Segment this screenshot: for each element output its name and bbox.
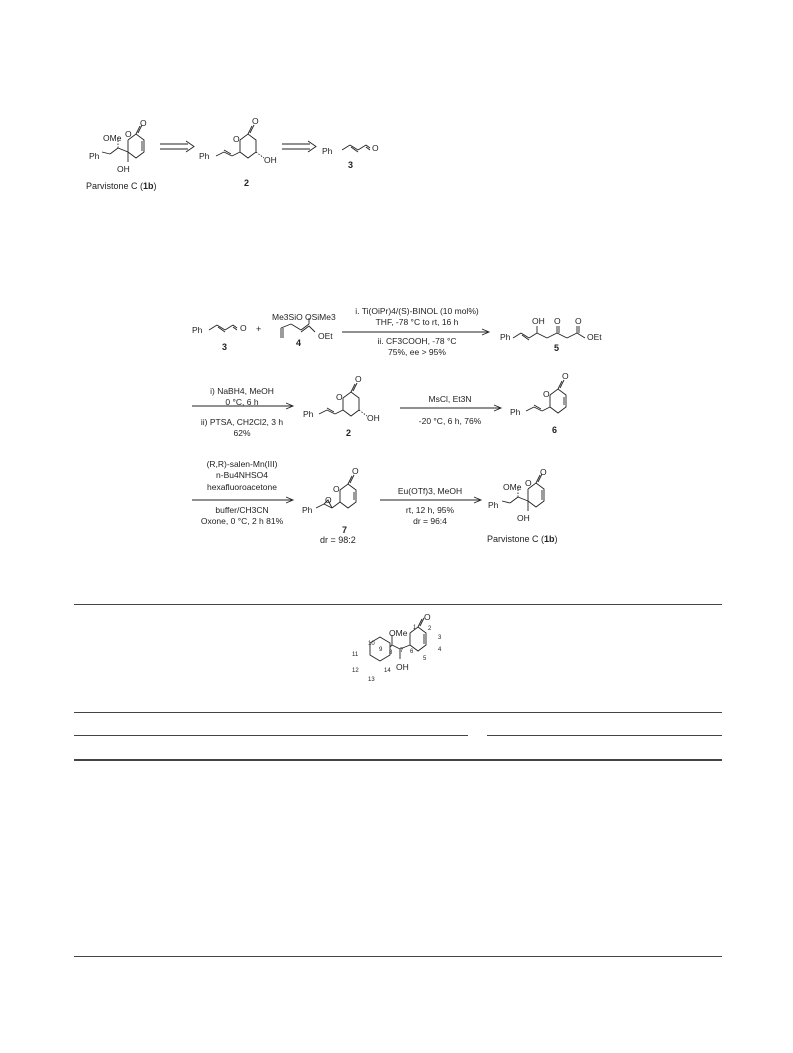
num-14: 14 xyxy=(384,668,391,674)
p6-ph: Ph xyxy=(510,407,521,417)
p5-oet: OEt xyxy=(587,332,602,342)
num-7: 7 xyxy=(400,648,404,654)
r4-me3sio: Me3SiO xyxy=(272,312,303,322)
p5-o2: O xyxy=(575,316,582,326)
prod-oh: OH xyxy=(517,513,530,523)
p7-carbonyl-o: O xyxy=(352,466,359,476)
step3-arrow xyxy=(400,404,504,412)
p5-ph: Ph xyxy=(500,332,511,342)
c2-label: 2 xyxy=(244,178,250,188)
c2b-carbonyl-o: O xyxy=(355,374,362,384)
num-9: 9 xyxy=(379,647,383,653)
step1-conditions-bottom: ii. CF3COOH, -78 °C 75%, ee > 95% xyxy=(377,336,457,358)
p7-o-ring: O xyxy=(333,484,340,494)
table-subheader-rule-left xyxy=(74,735,468,736)
prod-ph: Ph xyxy=(488,500,499,510)
step4-arrow xyxy=(192,496,296,504)
sm3-label: 3 xyxy=(222,342,228,352)
step5-conditions-bottom: rt, 12 h, 95% dr = 96:4 xyxy=(405,505,455,527)
final-product-label: Parvistone C (1b) xyxy=(487,534,558,544)
retro-ph: Ph xyxy=(89,151,100,161)
retro-o-ring: O xyxy=(125,129,132,139)
step5-arrow xyxy=(380,496,484,504)
p7-label: 7 xyxy=(342,525,348,535)
retro-arrow-2 xyxy=(282,141,318,153)
num-10: 10 xyxy=(368,641,375,647)
retro-arrow-1 xyxy=(160,141,196,153)
compound-3-structure xyxy=(330,140,390,160)
num-13: 13 xyxy=(368,677,375,683)
compound-2-structure xyxy=(200,120,290,175)
num-8: 8 xyxy=(389,650,393,656)
num-1: 1 xyxy=(413,625,417,631)
num-12: 12 xyxy=(352,668,359,674)
r4-oet: OEt xyxy=(318,331,333,341)
step1-conditions-top: i. Ti(OiPr)4/(S)-BINOL (10 mol%) THF, -78 °C to rt, 16 h xyxy=(355,306,479,328)
step3-conditions-top: MsCl, Et3N xyxy=(428,394,472,404)
prod-o-ring: O xyxy=(525,478,532,488)
step4-conditions-top: (R,R)-salen-Mn(III) n-Bu4NHSO4 hexafluoroacetone xyxy=(206,459,278,492)
num-4: 4 xyxy=(438,647,442,653)
numbered-structure-drawing xyxy=(350,612,460,685)
p5-oh: OH xyxy=(532,316,545,326)
retro-oh: OH xyxy=(117,164,130,174)
num-oh: OH xyxy=(396,662,409,672)
c2b-oh: OH xyxy=(367,413,380,423)
table-body-rule xyxy=(74,759,722,761)
c2-ph: Ph xyxy=(199,151,210,161)
step1-arrow xyxy=(342,328,492,336)
prod-ome: OMe xyxy=(503,482,522,492)
product-6-structure xyxy=(510,375,600,430)
p5-label: 5 xyxy=(554,343,560,353)
plus-sign: + xyxy=(256,324,262,334)
c3-label: 3 xyxy=(348,160,354,170)
retro-target-label: Parvistone C (1b) xyxy=(86,181,157,191)
num-6: 6 xyxy=(410,649,414,655)
c2b-ph: Ph xyxy=(303,409,314,419)
p6-o-ring: O xyxy=(543,389,550,399)
num-3: 3 xyxy=(438,635,442,641)
step3-conditions-bottom: -20 °C, 6 h, 76% xyxy=(418,416,482,426)
step2-arrow xyxy=(192,402,296,410)
retro-carbonyl-o: O xyxy=(140,118,147,128)
sm3-o: O xyxy=(240,323,247,333)
table-bottom-rule xyxy=(74,956,722,957)
step5-conditions-top: Eu(OTf)3, MeOH xyxy=(397,486,463,496)
table-subheader-rule-right xyxy=(487,735,722,736)
num-ome: OMe xyxy=(389,628,408,638)
step4-conditions-bottom: buffer/CH3CN Oxone, 0 °C, 2 h 81% xyxy=(200,505,284,527)
c2-o-ring: O xyxy=(233,134,240,144)
product-7-structure xyxy=(300,470,390,525)
table-top-rule xyxy=(74,604,722,605)
prod-carbonyl-o: O xyxy=(540,467,547,477)
step2-conditions-bottom: ii) PTSA, CH2Cl2, 3 h 62% xyxy=(200,417,284,439)
num-5: 5 xyxy=(423,656,427,662)
p6-carbonyl-o: O xyxy=(562,371,569,381)
c2b-o-ring: O xyxy=(336,392,343,402)
c2-oh: OH xyxy=(264,155,277,165)
sm-3-structure xyxy=(205,320,255,338)
table-header-rule xyxy=(74,712,722,713)
c2b-label: 2 xyxy=(346,428,352,438)
r4-osime3: OSiMe3 xyxy=(305,312,336,322)
compound-2b-structure xyxy=(303,378,393,433)
p5-o1: O xyxy=(554,316,561,326)
p7-epoxide-o: O xyxy=(325,495,332,505)
num-11: 11 xyxy=(352,652,359,658)
num-2: 2 xyxy=(428,626,432,632)
sm3-ph: Ph xyxy=(192,325,203,335)
p7-dr: dr = 98:2 xyxy=(320,535,356,545)
p7-ph: Ph xyxy=(302,505,313,515)
step2-conditions-top: i) NaBH4, MeOH 0 °C, 6 h xyxy=(210,386,274,408)
r4-label: 4 xyxy=(296,338,302,348)
c3-ph: Ph xyxy=(322,146,333,156)
num-o: O xyxy=(424,612,431,622)
c2-carbonyl-o: O xyxy=(252,116,259,126)
p6-label: 6 xyxy=(552,425,558,435)
c3-o: O xyxy=(372,143,379,153)
retro-ome: OMe xyxy=(103,133,122,143)
